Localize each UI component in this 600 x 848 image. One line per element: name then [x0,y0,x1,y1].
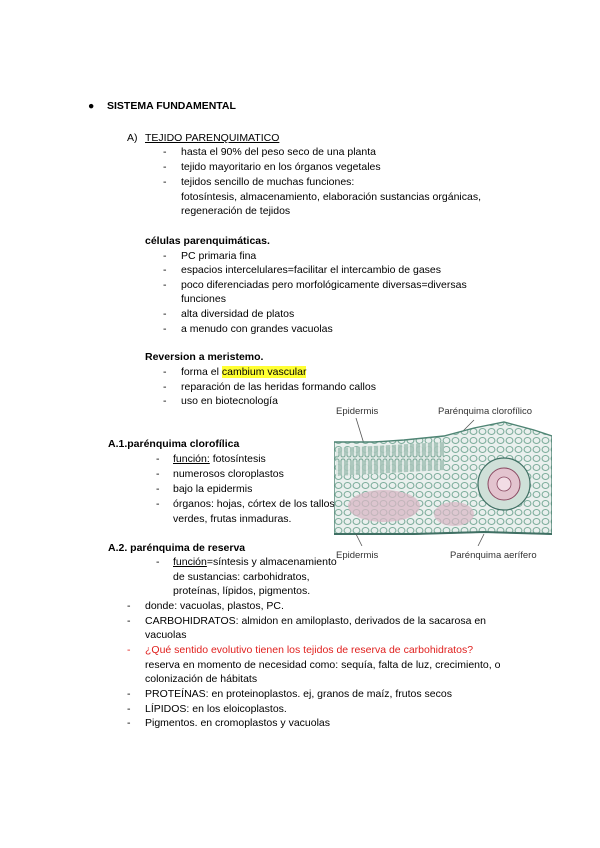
list-item-continuation: de sustancias: carbohidratos, [173,571,310,583]
list-dash: - [156,498,160,510]
list-dash: - [163,323,167,335]
reversion-title: Reversion a meristemo. [145,351,264,363]
answer-text: colonización de hábitats [145,673,258,685]
figure-label-epidermis-bottom: Epidermis [336,550,379,561]
list-item [173,452,266,467]
list-dash: - [156,556,160,568]
list-item: tejidos sencillo de muchas funciones: [181,176,355,188]
list-dash: - [127,644,131,656]
list-dash: - [127,717,131,729]
list-dash: - [163,146,167,158]
list-item: numerosos cloroplastos [173,468,284,480]
list-dash: - [127,600,131,612]
function-value: fotosíntesis [209,453,266,465]
list-item: PC primaria fina [181,250,257,262]
list-item: uso en biotecnología [181,395,278,407]
list-dash: - [127,703,131,715]
list-item-continuation: funciones [181,293,226,305]
list-item-text: forma el [181,366,222,378]
list-item-continuation: proteínas, lípidos, pigmentos. [173,585,311,597]
a2-title: A.2. parénquima de reserva [108,542,246,554]
list-dash: - [163,381,167,393]
list-item-continuation: regeneración de tejidos [181,205,291,217]
leaf-section-image [334,418,552,546]
cells-title: células parenquimáticas. [145,235,270,247]
list-dash: - [163,366,167,378]
list-item-continuation: fotosíntesis, almacenamiento, elaboración sustancias orgánicas, [181,191,481,203]
list-item: poco diferenciadas pero morfológicamente diversas=diversas [181,279,467,291]
list-item: espacios intercelulares=facilitar el intercambio de gases [181,264,442,276]
list-item: órganos: hojas, córtex de los tallos [173,498,335,510]
list-item: tejido mayoritario en los órganos vegetales [181,161,381,173]
list-dash: - [163,264,167,276]
list-dash: - [156,483,160,495]
list-dash: - [163,279,167,291]
section-a-title: TEJIDO PARENQUIMATICO [145,132,280,144]
leaf-cross-section-figure [334,404,552,560]
list-item: a menudo con grandes vacuolas [181,323,333,335]
list-item: donde: vacuolas, plastos, PC. [145,600,284,612]
list-dash: - [163,161,167,173]
function-value: =síntesis y almacenamiento [206,556,337,568]
list-item [173,555,337,570]
list-item: reparación de las heridas formando callos [181,381,376,393]
function-label: función: [173,453,210,465]
heading-title: SISTEMA FUNDAMENTAL [107,100,236,112]
list-item: hasta el 90% del peso seco de una planta [181,146,376,158]
figure-label-chlorophyll-parenchyma: Parénquima clorofílico [438,406,532,417]
list-item: PROTEÍNAS: en proteinoplastos. ej, granos de maíz, frutos secos [145,688,452,700]
list-dash: - [127,615,131,627]
list-item: LÍPIDOS: en los eloicoplastos. [145,703,287,715]
list-dash: - [163,250,167,262]
list-item [181,365,306,380]
highlighted-text: cambium vascular [221,366,307,378]
figure-label-aerenchyma: Parénquima aerífero [450,550,537,561]
list-item-continuation: vacuolas [145,629,187,641]
list-item: bajo la epidermis [173,483,253,495]
section-a-marker: A) [127,132,138,144]
a1-title: A.1.parénquima clorofílica [108,438,240,450]
list-dash: - [163,395,167,407]
list-item-continuation: verdes, frutas inmaduras. [173,513,292,525]
question-text: ¿Qué sentido evolutivo tienen los tejidos de reserva de carbohidratos? [145,644,474,656]
list-dash: - [163,176,167,188]
list-item: alta diversidad de platos [181,308,295,320]
figure-label-epidermis-top: Epidermis [336,406,379,417]
list-item: CARBOHIDRATOS: almidon en amiloplasto, derivados de la sacarosa en [145,615,487,627]
list-dash: - [156,468,160,480]
list-item: Pigmentos. en cromoplastos y vacuolas [145,717,331,729]
function-label: función [173,556,207,568]
answer-text: reserva en momento de necesidad como: sequía, falta de luz, crecimiento, o [145,659,501,671]
list-dash: - [156,453,160,465]
list-dash: - [127,688,131,700]
list-dash: - [163,308,167,320]
heading-bullet: ● [88,100,95,112]
